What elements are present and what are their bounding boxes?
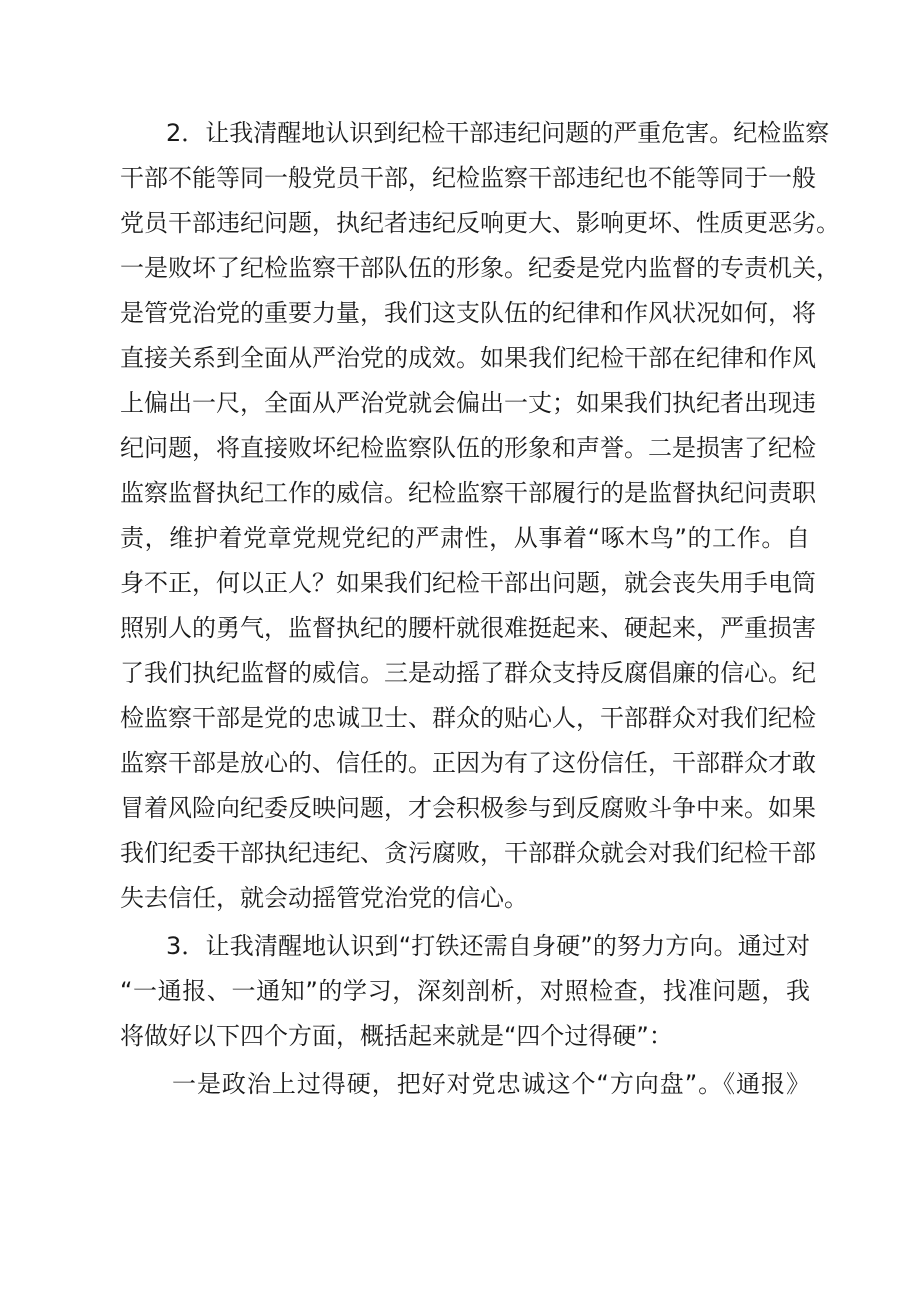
paragraph-3-line-1: 3．让我清醒地认识到“打铁还需自身硬”的努力方向。通过对: [166, 932, 810, 960]
paragraph-2-line-5: 是管党治党的重要力量，我们这支队伍的纪律和作风状况如何，将: [120, 299, 816, 327]
paragraph-2-line-4: 一是败坏了纪检监察干部队伍的形象。纪委是党内监督的专责机关，: [120, 254, 840, 282]
paragraph-4-line-1: 一是政治上过得硬，把好对党忠诚这个“方向盘”。《通报》: [172, 1070, 810, 1098]
paragraph-2-line-15: 监察干部是放心的、信任的。正因为有了这份信任，干部群众才敢: [120, 749, 816, 777]
paragraph-2-line-10: 责，维护着党章党规党纪的严肃性，从事着“啄木鸟”的工作。自: [120, 524, 810, 552]
paragraph-2-line-1: 2．让我清醒地认识到纪检干部违纪问题的严重危害。纪检监察: [166, 119, 830, 147]
paragraph-2-line-14: 检监察干部是党的忠诚卫士、群众的贴心人，干部群众对我们纪检: [120, 704, 816, 732]
paragraph-2-line-17: 我们纪委干部执纪违纪、贪污腐败，干部群众就会对我们纪检干部: [120, 839, 816, 867]
paragraph-2-line-9: 监察监督执纪工作的威信。纪检监察干部履行的是监督执纪问责职: [120, 479, 816, 507]
paragraph-2-line-13: 了我们执纪监督的威信。三是动摇了群众支持反腐倡廉的信心。纪: [120, 659, 816, 687]
paragraph-2-line-8: 纪问题，将直接败坏纪检监察队伍的形象和声誉。二是损害了纪检: [120, 434, 816, 462]
paragraph-2-line-3: 党员干部违纪问题，执纪者违纪反响更大、影响更坏、性质更恶劣。: [120, 209, 840, 237]
paragraph-2-line-16: 冒着风险向纪委反映问题，才会积极参与到反腐败斗争中来。如果: [120, 794, 816, 822]
paragraph-3-line-2: “一通报、一通知”的学习，深刻剖析，对照检查，找准问题，我: [120, 977, 810, 1005]
paragraph-2-line-7: 上偏出一尺，全面从严治党就会偏出一丈；如果我们执纪者出现违: [120, 389, 816, 417]
paragraph-2-line-2: 干部不能等同一般党员干部，纪检监察干部违纪也不能等同于一般: [120, 164, 816, 192]
paragraph-2-line-12: 照别人的勇气，监督执纪的腰杆就很难挺起来、硬起来，严重损害: [120, 614, 816, 642]
paragraph-2-line-11: 身不正，何以正人？如果我们纪检干部出问题，就会丧失用手电筒: [120, 569, 816, 597]
paragraph-3-line-3: 将做好以下四个方面，概括起来就是“四个过得硬”：: [120, 1022, 673, 1050]
paragraph-2-line-18: 失去信任，就会动摇管党治党的信心。: [120, 884, 528, 912]
paragraph-2-line-6: 直接关系到全面从严治党的成效。如果我们纪检干部在纪律和作风: [120, 344, 816, 372]
